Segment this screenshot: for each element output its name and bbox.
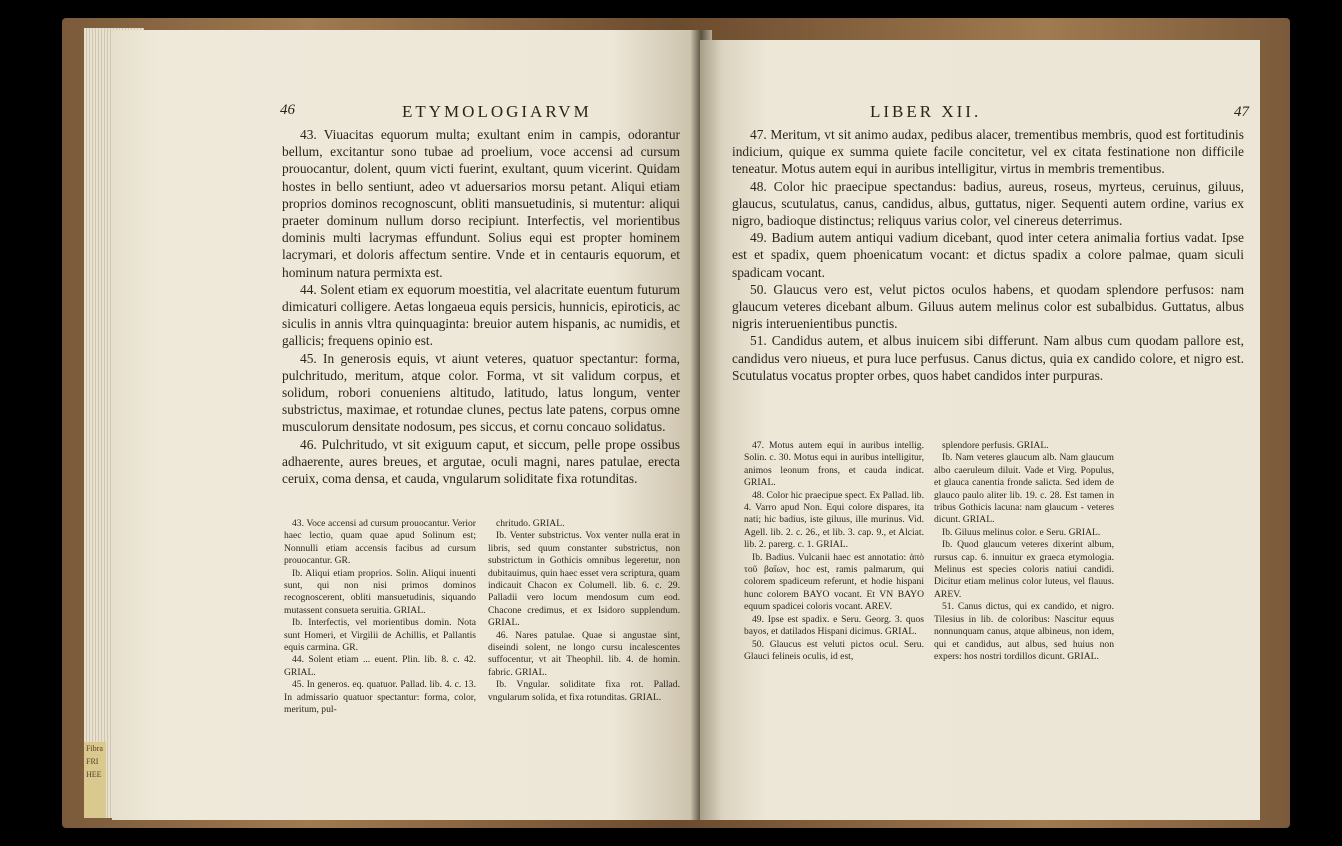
footnote: 44. Solent etiam ... euent. Plin. lib. 8. c. 42. GRIAL. (284, 654, 476, 678)
spine-label-text: HEE (86, 770, 102, 779)
spine-label (84, 742, 106, 818)
paragraph: 45. In generosis equis, vt aiunt veteres, quatuor spectantur: forma, pulchritudo, meritum, atque color. Forma, vt sit validum corpus, et solidum, robori conueniens altitudo, latitudo, latus longum, venter substrictus, maximae, et rotundae clunes, pectus late patens, corpus omne musculorum densitate nodosum, pes siccus, et cornu concauo solidatus. (282, 350, 680, 435)
left-page (112, 30, 700, 820)
footnote: Ib. Aliqui etiam proprios. Solin. Aliqui inuenti sunt, qui non nisi primos dominos recognoscerent, obliti mansuetudinis, siquando mutassent consueta seruitia. GRIAL. (284, 567, 476, 616)
spine-label-text: Fibra (86, 744, 103, 753)
spine-label-text: FRI (86, 757, 99, 766)
running-head: LIBER XII. (870, 102, 982, 121)
footnote: Ib. Badius. Vulcanii haec est annotatio: ἀπὸ τοῦ βαΐων, hoc est, ramis palmarum, qui colorem spadiceum referunt, et hodie hispani hunc colorem BAYO vocant. Et VN BAYO equum spadicei coloris vocant. AREV. (744, 551, 924, 613)
footnote: 49. Ipse est spadix. e Seru. Georg. 3. quos bayos, et datilados Hispani dicimus. GRIAL. (744, 613, 924, 638)
footnote: Ib. Giluus melinus color. e Seru. GRIAL. (942, 526, 1101, 538)
footnote: Ib. Nam veteres glaucum alb. Nam glaucum albo caeruleum diluit. Vade et Virg. Populus, et glauca canentia fronde salicta. Sed idem de glauco paulo aliter lib. 19. c. 28. Est tamen in tribus Gothicis lacuna: nam glaucum - veteres dicunt. GRIAL. (934, 452, 1114, 526)
paragraph: 48. Color hic praecipue spectandus: badius, aureus, roseus, myrteus, ceruinus, giluus, glaucus, scutulatus, canus, candidus, albus, guttatus, niger. Sequenti autem ordine, varius ex nigro, badioque distinctus; reliquus varius color, vel cinereus deterrimus. (732, 178, 1244, 229)
footnote: Ib. Interfectis, vel morientibus domin. Nota sunt Homeri, et Virgilii de Achillis, et Pallantis equis carmina. GR. (284, 617, 476, 654)
running-head: ETYMOLOGIARVM (402, 102, 592, 121)
footnotes-column-1 (284, 518, 476, 717)
footnote: 45. In generos. eq. quatuor. Pallad. lib. 4. c. 13. In admissario quatuor spectantur: forma, color, meritum, pul- (284, 679, 476, 716)
footnote: 46. Nares patulae. Quae si angustae sint, diseindi solent, ne longo cursu incalescentes suffocentur, vt ait Theophil. lib. 4. de homin. fabric. GRIAL. (488, 629, 680, 678)
footnote: 43. Voce accensi ad cursum prouocantur. Verior haec lectio, quam quae apud Solinum est; Nonnulli etiam accensis facibus ad cursum prouocantur. GR. (284, 518, 476, 567)
footnote: 48. Color hic praecipue spect. Ex Pallad. lib. 4. Varro apud Non. Equi colore dispares, ita nati; hic badius, iste giluus, ille murinus. Vid. Agell. lib. 2. c. 26., et lib. 3. cap. 9., et Alciat. lib. 2. parerg. c. 1. GRIAL. (744, 489, 924, 551)
paragraph: 44. Solent etiam ex equorum moestitia, vel alacritate euentum futurum dimicaturi colligere. Aetas longaeua equis persicis, hunnicis, epiroticis, ac siculis in annis vltra quinquaginta: breuior autem hispanis, ac numidis, et gallicis; frequens opinio est. (282, 281, 680, 349)
right-page (700, 40, 1260, 820)
footnote: 51. Canus dictus, qui ex candido, et nigro. Tilesius in lib. de coloribus: Nascitur equus nonnunquam canus, atque albineus, non idem, qui et candidus, aut albus, sed huius non expers: hos nostri tordillos dicunt. GRIAL. (934, 601, 1114, 662)
footnotes-column-2 (488, 518, 680, 704)
footnote: 50. Glaucus est veluti pictos ocul. Seru. Glauci felineis oculis, id est, (744, 638, 924, 662)
footnote: chritudo. GRIAL. (496, 518, 565, 529)
footnote: 47. Motus autem equi in auribus intellig. Solin. c. 30. Motus equi in auribus intelligitur, animos leonum frons, et cauda indicat. GRIAL. (744, 440, 924, 489)
main-text (732, 126, 1244, 384)
page-number: 47 (1234, 104, 1249, 120)
footnote: Ib. Quod glaucum veteres dixerint album, rursus cap. 6. innuitur ex graeca etymologia. Melinus est species coloris natiui candidi. Dicitur etiam melinus color luteus, vel flauus. AREV. (934, 539, 1114, 600)
footnote: Ib. Vngular. soliditate fixa rot. Pallad. vngularum solida, et fixa rotunditas. GRIAL. (488, 679, 680, 703)
main-text (282, 126, 680, 487)
paragraph: 43. Viuacitas equorum multa; exultant enim in campis, odorantur bellum, excitantur sono tubae ad proelium, voce accensi ad cursum prouocantur, dolent, quum victi fuerint, exultant, quum vicerint. Quidam hostes in bello sentiunt, adeo vt aduersarios morsu petant. Aliqui etiam proprios dominos recognoscunt, obliti mansuetudinis, si mutentur: aliqui praeter dominum nullum dorso recipiunt. Interfectis, vel morientibus dominis multi lacrymas effundunt. Solius equi est propter hominem lacrymari, et doloris affectum sentire. Vnde et in centauris equorum, et hominum natura permixta est. (282, 127, 680, 280)
paragraph: 51. Candidus autem, et albus inuicem sibi differunt. Nam albus cum quodam pallore est, candidus vero niueus, et pura luce perfusus. Canus dictus, quia ex candido colore, et nigro est. Scutulatus vocatus propter orbes, quos habet candidos inter purpuras. (732, 333, 1244, 383)
paragraph: 46. Pulchritudo, vt sit exiguum caput, et siccum, pelle prope ossibus adhaerente, aures breues, et argutae, oculi magni, nares patulae, erecta ceruix, coma densa, et cauda, vngularum soliditate fixa rotunditas. (282, 436, 680, 487)
footnote: splendore perfusis. GRIAL. (942, 440, 1049, 451)
page-number: 46 (280, 102, 295, 118)
footnotes-column-1 (744, 440, 924, 663)
paragraph: 49. Badium autem antiqui vadium dicebant, quod inter cetera animalia fortius vadat. Ipse est et spadix, quem phoenicatum vocant: et dictus spadix a colore palmae, quam siculi spadicam vocant. (732, 230, 1244, 280)
paragraph: 50. Glaucus vero est, velut pictos oculos habens, et quodam splendore perfusos: nam glaucum veteres dicebant album. Giluus autem melinus color est subalbidus. Guttatus, albus nigris interuenientibus punctis. (732, 281, 1244, 332)
footnotes-column-2 (934, 440, 1114, 663)
paragraph: 47. Meritum, vt sit animo audax, pedibus alacer, trementibus membris, quod est fortitudinis indicium, quique ex summa quiete facile concitetur, vel ex citata festinatione non difficile teneatur. Motus autem equi in auribus intelligitur, virtus in membris trementibus. (732, 127, 1244, 177)
footnote: Ib. Venter substrictus. Vox venter nulla erat in libris, sed quum constanter substrictus, non substrictum in Gothicis omnibus legeretur, non dubitauimus, quin haec esset vera scriptura, quam indicauit Chacon ex Columell. lib. 6. c. 29. Palladii vero locum mendosum cum eod. Chacone credimus, et ex Isidoro supplendum. GRIAL. (488, 530, 680, 629)
